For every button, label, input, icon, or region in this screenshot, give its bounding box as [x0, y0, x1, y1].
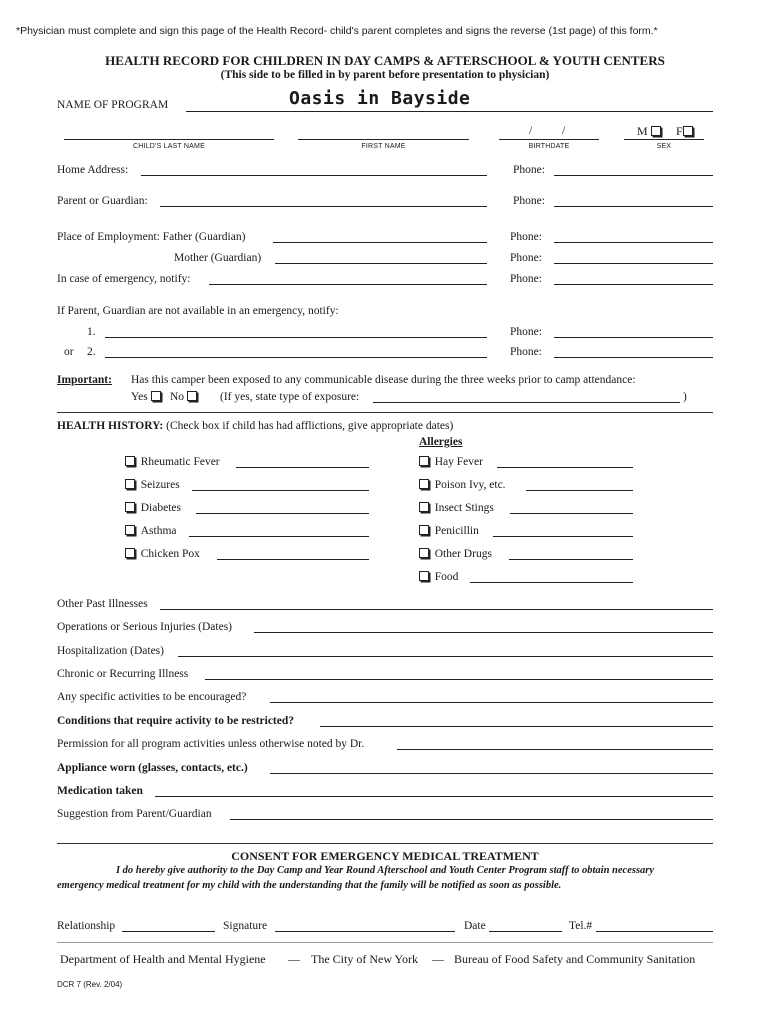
condition-item[interactable] — [125, 502, 181, 514]
condition-label: Chicken Pox — [140, 548, 200, 560]
birthdate-sep-1: / — [529, 125, 533, 137]
allergy-label: Hay Fever — [434, 456, 483, 468]
allergy-item[interactable] — [419, 548, 492, 560]
allergy-item[interactable] — [419, 479, 506, 491]
phone-label: Phone: — [510, 273, 542, 285]
condition-date-input[interactable] — [236, 467, 369, 468]
hospitalization-label: Hospitalization (Dates) — [57, 645, 164, 657]
physician-note: *Physician must complete and sign this page of the Health Record- child's parent completes and signs the reverse (1st page) of this form.* — [16, 25, 658, 37]
condition-item[interactable] — [125, 456, 220, 468]
consent-line-2: emergency medical treatment for my child with the understanding that the family will be notified as soon as possible. — [57, 880, 562, 891]
medication-input[interactable] — [155, 796, 713, 797]
restricted-label: Conditions that require activity to be restricted? — [57, 715, 295, 727]
allergy-date-input[interactable] — [493, 536, 633, 537]
chronic-input[interactable] — [205, 679, 713, 680]
date-label: Date — [464, 920, 486, 932]
phone-label: Phone: — [513, 164, 545, 176]
allergy-checkbox[interactable] — [419, 548, 429, 558]
allergy-checkbox[interactable] — [419, 479, 429, 489]
sex-caption: SEX — [656, 143, 672, 150]
parent-phone-input[interactable] — [554, 206, 713, 207]
phone-label: Phone: — [510, 346, 542, 358]
allergy-checkbox[interactable] — [419, 525, 429, 535]
birthdate-input[interactable] — [499, 139, 599, 140]
allergy-label: Poison Ivy, etc. — [434, 479, 506, 491]
condition-checkbox[interactable] — [125, 502, 135, 512]
health-history-heading — [57, 420, 453, 432]
phone-label: Phone: — [510, 252, 542, 264]
tel-label: Tel.# — [569, 920, 593, 932]
consent-divider — [57, 843, 713, 844]
parent-guardian-input[interactable] — [160, 206, 487, 207]
exposure-label: (If yes, state type of exposure: — [220, 391, 360, 403]
encouraged-label: Any specific activities to be encouraged? — [57, 691, 247, 703]
exposure-close: ) — [683, 391, 687, 403]
operations-input[interactable] — [254, 632, 713, 633]
section-divider — [57, 412, 713, 413]
allergy-checkbox[interactable] — [419, 571, 429, 581]
parent-guardian-label: Parent or Guardian: — [57, 195, 148, 207]
allergy-checkbox[interactable] — [419, 456, 429, 466]
employment-mother-input[interactable] — [275, 263, 487, 264]
condition-label: Rheumatic Fever — [140, 456, 220, 468]
health-history-instruction: (Check box if child has had afflictions, give appropriate dates) — [166, 420, 454, 432]
phone-label: Phone: — [513, 195, 545, 207]
employment-father-label: Place of Employment: Father (Guardian) — [57, 231, 246, 243]
footer-dash: — — [432, 952, 444, 966]
form-subtitle: (This side to be filled in by parent before presentation to physician) — [220, 69, 550, 81]
emergency-notify-input[interactable] — [209, 284, 487, 285]
allergy-label: Insect Stings — [434, 502, 494, 514]
allergy-item[interactable] — [419, 571, 458, 583]
relationship-input[interactable] — [122, 931, 215, 932]
birthdate-caption: BIRTHDATE — [528, 143, 570, 150]
consent-title: CONSENT FOR EMERGENCY MEDICAL TREATMENT — [231, 849, 539, 863]
sex-m-checkbox[interactable] — [651, 126, 661, 136]
exposure-yes-option[interactable] — [131, 391, 161, 403]
alt-2-label: 2. — [87, 346, 96, 358]
condition-label: Asthma — [140, 525, 177, 537]
alt-notify-label: If Parent, Guardian are not available in an emergency, notify: — [57, 305, 339, 317]
relationship-label: Relationship — [57, 920, 116, 932]
alt-1-phone-input[interactable] — [554, 337, 713, 338]
employment-mother-label: Mother (Guardian) — [174, 252, 262, 264]
appliance-label: Appliance worn (glasses, contacts, etc.) — [57, 762, 248, 774]
birthdate-sep-2: / — [562, 125, 566, 137]
consent-line-1: I do hereby give authority to the Day Camp and Year Round Afterschool and Youth Center Program staff to obtain necessary — [115, 865, 655, 876]
tel-input[interactable] — [596, 931, 713, 932]
important-label: Important: — [57, 374, 112, 386]
permission-input[interactable] — [397, 749, 713, 750]
alt-or-label: or — [64, 346, 74, 358]
emergency-phone-input[interactable] — [554, 284, 713, 285]
child-last-name-caption: CHILD'S LAST NAME — [133, 143, 205, 150]
emergency-notify-label: In case of emergency, notify: — [57, 273, 191, 285]
condition-label: Seizures — [140, 479, 180, 491]
footer-dept: Department of Health and Mental Hygiene — [60, 952, 266, 966]
program-input[interactable] — [186, 111, 713, 112]
footer-bureau: Bureau of Food Safety and Community Sanitation — [454, 952, 696, 966]
home-address-label: Home Address: — [57, 164, 129, 176]
restricted-input[interactable] — [320, 726, 713, 727]
yes-checkbox[interactable] — [151, 391, 161, 401]
program-value: Oasis in Bayside — [289, 88, 471, 109]
exposure-no-option[interactable] — [170, 391, 197, 403]
home-phone-input[interactable] — [554, 175, 713, 176]
allergy-item[interactable] — [419, 525, 479, 537]
allergy-date-input[interactable] — [509, 559, 633, 560]
child-last-name-input[interactable] — [64, 139, 274, 140]
condition-checkbox[interactable] — [125, 525, 135, 535]
condition-item[interactable] — [125, 479, 180, 491]
signature-label: Signature — [223, 920, 268, 932]
allergy-date-input[interactable] — [470, 582, 633, 583]
suggestion-label: Suggestion from Parent/Guardian — [57, 808, 212, 820]
signature-input[interactable] — [275, 931, 455, 932]
phone-label: Phone: — [510, 326, 542, 338]
important-text: Has this camper been exposed to any communicable disease during the three weeks prior to camp attendance: — [131, 374, 636, 386]
allergy-label: Food — [434, 571, 459, 583]
allergy-label: Penicillin — [434, 525, 479, 537]
allergy-label: Other Drugs — [434, 548, 492, 560]
condition-checkbox[interactable] — [125, 479, 135, 489]
first-name-caption: FIRST NAME — [361, 143, 406, 150]
first-name-input[interactable] — [298, 139, 469, 140]
sex-m-option[interactable] — [637, 124, 661, 139]
home-address-input[interactable] — [141, 175, 487, 176]
allergy-date-input[interactable] — [510, 513, 633, 514]
exposure-input[interactable] — [373, 402, 680, 403]
alt-2-phone-input[interactable] — [554, 357, 713, 358]
allergy-item[interactable] — [419, 456, 483, 468]
allergy-date-input[interactable] — [526, 490, 633, 491]
operations-label: Operations or Serious Injuries (Dates) — [57, 621, 233, 633]
allergy-item[interactable] — [419, 502, 494, 514]
sex-f-label: F — [676, 124, 683, 138]
footer-dash: — — [288, 952, 300, 966]
father-phone-input[interactable] — [554, 242, 713, 243]
condition-item[interactable] — [125, 525, 177, 537]
form-id: DCR 7 (Rev. 2/04) — [57, 980, 123, 989]
condition-checkbox[interactable] — [125, 456, 135, 466]
condition-date-input[interactable] — [189, 536, 369, 537]
yes-label: Yes — [131, 391, 148, 403]
employment-father-input[interactable] — [273, 242, 487, 243]
condition-date-input[interactable] — [196, 513, 369, 514]
encouraged-input[interactable] — [270, 702, 713, 703]
form-title: HEALTH RECORD FOR CHILDREN IN DAY CAMPS & AFTERSCHOOL & YOUTH CENTERS — [105, 53, 665, 68]
condition-label: Diabetes — [140, 502, 181, 514]
past-illnesses-input[interactable] — [160, 609, 713, 610]
medication-label: Medication taken — [57, 785, 143, 797]
no-label: No — [170, 391, 185, 403]
alt-2-input[interactable] — [105, 357, 487, 358]
alt-1-label: 1. — [87, 326, 96, 338]
chronic-label: Chronic or Recurring Illness — [57, 668, 189, 680]
allergy-date-input[interactable] — [497, 467, 633, 468]
sex-f-option[interactable] — [676, 124, 693, 139]
permission-label: Permission for all program activities unless otherwise noted by Dr. — [57, 738, 365, 750]
suggestion-input[interactable] — [230, 819, 713, 820]
sex-f-checkbox[interactable] — [683, 126, 693, 136]
condition-date-input[interactable] — [217, 559, 369, 560]
alt-1-input[interactable] — [105, 337, 487, 338]
allergy-checkbox[interactable] — [419, 502, 429, 512]
date-input[interactable] — [489, 931, 562, 932]
health-history-label: HEALTH HISTORY: — [57, 420, 164, 432]
mother-phone-input[interactable] — [554, 263, 713, 264]
no-checkbox[interactable] — [187, 391, 197, 401]
hospitalization-input[interactable] — [178, 656, 713, 657]
appliance-input[interactable] — [270, 773, 713, 774]
condition-checkbox[interactable] — [125, 548, 135, 558]
footer-city: The City of New York — [311, 952, 418, 966]
condition-date-input[interactable] — [192, 490, 369, 491]
sex-m-label: M — [637, 124, 648, 138]
past-illnesses-label: Other Past Illnesses — [57, 598, 148, 610]
program-label: NAME OF PROGRAM — [57, 99, 169, 111]
footer-divider — [57, 942, 713, 943]
sex-field — [624, 139, 704, 140]
phone-label: Phone: — [510, 231, 542, 243]
allergies-heading: Allergies — [419, 436, 463, 448]
condition-item[interactable] — [125, 548, 200, 560]
